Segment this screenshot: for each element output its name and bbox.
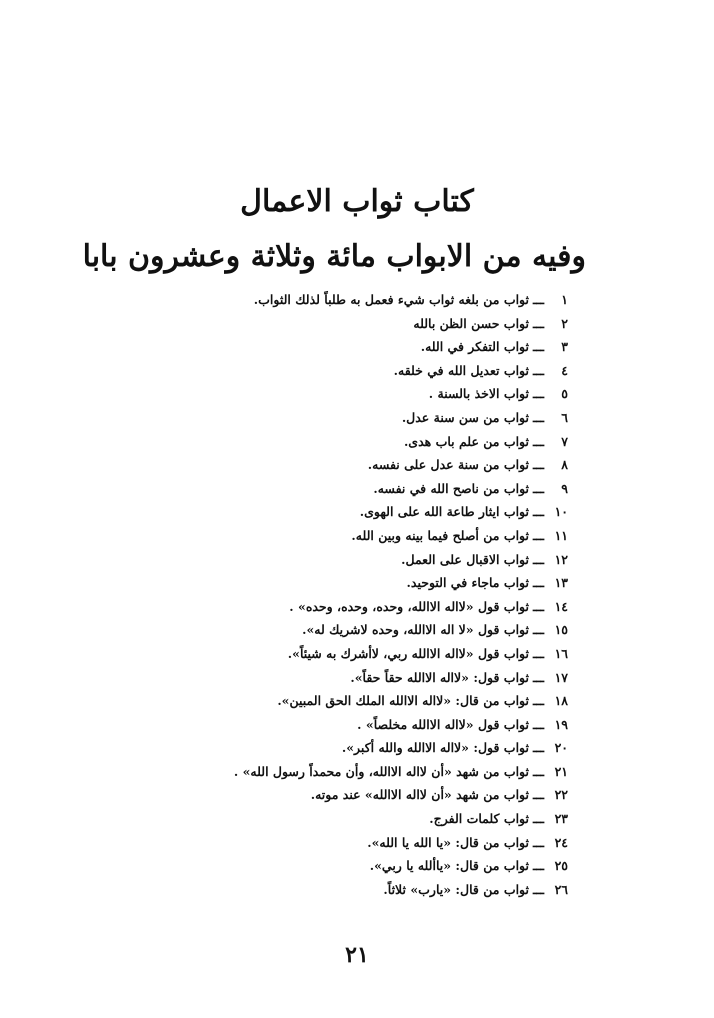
item-text: ثواب من سن سنة عدل.	[401, 409, 529, 425]
item-dash: ـــ	[533, 740, 544, 756]
item-text: ثواب التفكر في الله.	[420, 339, 529, 355]
item-dash: ـــ	[533, 669, 544, 685]
page-title: كتاب ثواب الاعمال	[240, 184, 474, 219]
item-text: ثواب قول «لااله الاالله، وحده، وحده، وحده» .	[289, 598, 529, 614]
item-text: ثواب من شهد «أن لااله الاالله» عند موته.	[310, 787, 529, 803]
item-dash: ـــ	[533, 457, 544, 473]
item-text: ثواب كلمات الفرج.	[429, 811, 529, 827]
item-number: ٢٢	[554, 787, 568, 803]
page-subtitle: وفيه من الابواب مائة وثلاثة وعشرون بابا	[82, 239, 586, 274]
item-dash: ـــ	[533, 504, 544, 520]
item-number: ٣	[561, 339, 568, 355]
item-dash: ـــ	[533, 433, 544, 449]
item-number: ٨	[561, 457, 568, 473]
list-item	[148, 807, 568, 831]
list-item	[148, 689, 568, 713]
list-item	[148, 430, 568, 454]
item-dash: ـــ	[533, 386, 544, 402]
list-item	[148, 524, 568, 548]
item-number: ١٨	[554, 693, 568, 709]
item-number: ١١	[554, 527, 568, 543]
item-dash: ـــ	[533, 362, 544, 378]
item-dash: ـــ	[533, 811, 544, 827]
item-number: ١٦	[554, 645, 568, 661]
list-item	[148, 382, 568, 406]
item-text: ثواب قول «لا اله الاالله، وحده لاشريك له».	[302, 622, 529, 638]
item-number: ١	[561, 292, 568, 307]
item-dash: ـــ	[533, 858, 544, 874]
list-item	[148, 878, 568, 902]
item-text: ثواب من قال: «يا الله يا الله».	[367, 834, 529, 850]
item-text: ثواب من بلغه ثواب شيء فعمل به طلباً لذلك الثواب.	[253, 292, 529, 307]
item-text: ثواب قول «لااله الاالله مخلصاً» .	[357, 716, 529, 732]
item-text: ثواب من سنة عدل على نفسه.	[367, 457, 529, 473]
item-number: ٢٥	[554, 858, 568, 874]
item-text: ثواب ماجاء في التوحيد.	[406, 575, 529, 591]
item-dash: ـــ	[533, 787, 544, 803]
item-number: ٢	[561, 315, 568, 331]
item-number: ٥	[561, 386, 568, 402]
item-number: ١٤	[554, 598, 568, 614]
item-text: ثواب من علم باب هدى.	[403, 433, 529, 449]
item-dash: ـــ	[533, 645, 544, 661]
item-text: ثواب من أصلح فيما بينه وبين الله.	[351, 527, 529, 543]
list-item	[148, 760, 568, 784]
item-text: ثواب حسن الظن بالله	[413, 315, 529, 331]
item-number: ٦	[561, 409, 568, 425]
list-item	[148, 312, 568, 336]
list-item	[148, 736, 568, 760]
list-item	[148, 618, 568, 642]
item-dash: ـــ	[533, 622, 544, 638]
item-dash: ـــ	[533, 575, 544, 591]
item-dash: ـــ	[533, 763, 544, 779]
page-number: ٢١	[345, 942, 369, 968]
item-number: ١٧	[554, 669, 568, 685]
item-number: ٩	[561, 480, 568, 496]
item-number: ٢١	[554, 763, 568, 779]
item-number: ٧	[561, 433, 568, 449]
item-dash: ـــ	[533, 409, 544, 425]
item-text: ثواب تعديل الله في خلقه.	[393, 362, 529, 378]
item-text: ثواب من قال: «ياألله يا ربي».	[369, 858, 529, 874]
item-text: ثواب الاقبال على العمل.	[401, 551, 529, 567]
item-dash: ـــ	[533, 716, 544, 732]
list-item	[148, 288, 568, 312]
list-item	[148, 713, 568, 737]
list-item	[148, 548, 568, 572]
item-text: ثواب الاخذ بالسنة .	[428, 386, 529, 402]
list-item	[148, 642, 568, 666]
list-item	[148, 453, 568, 477]
item-number: ١٥	[554, 622, 568, 638]
list-item	[148, 854, 568, 878]
list-item	[148, 406, 568, 430]
item-text: ثواب من شهد «أن لااله الاالله، وأن محمداً رسول الله» .	[233, 763, 529, 779]
item-dash: ـــ	[533, 292, 544, 307]
item-text: ثواب من ناصح الله في نفسه.	[373, 480, 529, 496]
item-dash: ـــ	[533, 315, 544, 331]
item-number: ١٢	[554, 551, 568, 567]
item-dash: ـــ	[533, 834, 544, 850]
list-item	[148, 335, 568, 359]
item-text: ثواب من قال: «يارب» ثلاثاً.	[383, 881, 529, 897]
item-number: ٢٤	[554, 834, 568, 850]
list-item	[148, 666, 568, 690]
item-text: ثواب ايثار طاعة الله على الهوى.	[359, 504, 529, 520]
list-item	[148, 500, 568, 524]
item-dash: ـــ	[533, 339, 544, 355]
list-item	[148, 571, 568, 595]
item-number: ١٠	[554, 504, 568, 520]
item-number: ١٣	[554, 575, 568, 591]
item-dash: ـــ	[533, 598, 544, 614]
item-text: ثواب من قال: «لااله الاالله الملك الحق المبين».	[277, 693, 529, 709]
list-item	[148, 595, 568, 619]
item-dash: ـــ	[533, 881, 544, 897]
item-dash: ـــ	[533, 551, 544, 567]
item-number: ١٩	[554, 716, 568, 732]
item-dash: ـــ	[533, 527, 544, 543]
item-text: ثواب قول «لااله الاالله ربي، لاأشرك به شيئاً».	[287, 645, 529, 661]
item-number: ٢٣	[554, 811, 568, 827]
list-item	[148, 783, 568, 807]
item-number: ٢٦	[554, 881, 568, 897]
item-dash: ـــ	[533, 693, 544, 709]
item-number: ٢٠	[554, 740, 568, 756]
item-dash: ـــ	[533, 480, 544, 496]
item-text: ثواب قول: «لااله الاالله والله أكبر».	[341, 740, 529, 756]
list-item	[148, 477, 568, 501]
item-text: ثواب قول: «لااله الاالله حقاً حقاً».	[350, 669, 529, 685]
list-item	[148, 359, 568, 383]
list-item	[148, 831, 568, 855]
item-number: ٤	[561, 362, 568, 378]
table-of-contents	[148, 288, 568, 901]
